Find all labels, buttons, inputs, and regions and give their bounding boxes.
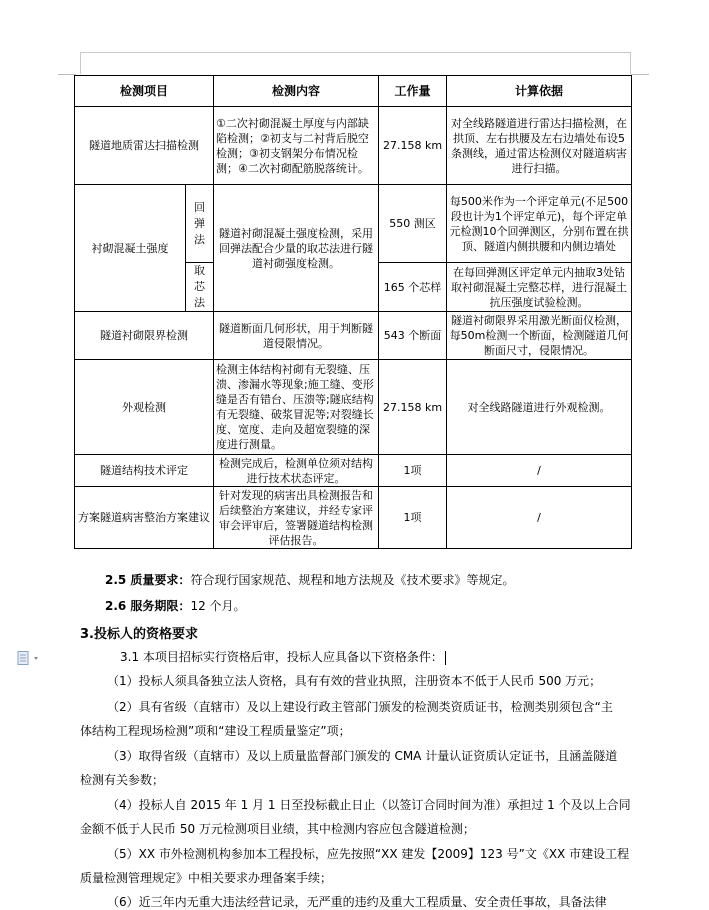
- row-basis: 每500米作为一个评定单元(不足500段也计为1个评定单元)，每个评定单元检测10个回弹测区，分别布置在拱顶、隧道内侧拱腰和内侧边墙处: [447, 185, 632, 263]
- header-item: 检测项目: [75, 76, 214, 107]
- row-method: [186, 185, 214, 263]
- paragraph-5-line1: （5）XX 市外检测机构参加本工程投标，应先按照“XX 建发【2009】123 号”文《XX 市建设工程: [107, 847, 630, 861]
- row-basis: /: [447, 455, 632, 487]
- paragraph-1: （1）投标人须具备独立法人资格，具有有效的营业执照，注册资本不低于人民币 500 万元；: [107, 674, 602, 688]
- table-row: [75, 107, 632, 185]
- header-basis: 计算依据: [447, 76, 632, 107]
- paragraph-2-line1: （2）具有省级（直辖市）及以上建设行政主管部门颁发的检测类资质证书，检测类别须包含“主: [107, 700, 613, 714]
- table-row: [75, 455, 632, 487]
- table-row: [75, 312, 632, 360]
- table-row: [75, 185, 632, 263]
- row-content: 检测主体结构衬砌有无裂缝、压溃、渗漏水等现象;施工缝、变形缝是否有错台、压溃等;隧底结构有无裂缝、破浆冒泥等;对裂缝长度、宽度、走向及超宽裂缝的深度进行测量。: [214, 360, 379, 455]
- row-item: 衬砌混凝土强度: [75, 185, 186, 312]
- paragraph-4-line2: 金额不低于人民币 50 万元检测项目业绩，其中检测内容应包含隧道检测；: [80, 822, 475, 836]
- paragraph-3-line1: （3）取得省级（直辖市）及以上质量监督部门颁发的 CMA 计量认证资质认定证书，且涵盖隧道: [107, 749, 618, 763]
- row-workload: 1项: [379, 455, 447, 487]
- row-content: 检测完成后，检测单位须对结构进行技术状态评定。: [214, 455, 379, 487]
- row-workload: 27.158 km: [379, 107, 447, 185]
- row-item: 隧道结构技术评定: [75, 455, 214, 487]
- row-content: ①二次衬砌混凝土厚度与内部缺陷检测；②初支与二衬背后脱空检测；③初支钢架分布情况检测；④二次衬砌配筋脱落统计。: [214, 107, 379, 185]
- paragraph-2-line2: 体结构工程现场检测”项和“建设工程质量鉴定”项；: [80, 724, 351, 738]
- row-method: [186, 263, 214, 312]
- row-basis: 对全线路隧道进行雷达扫描检测，在拱顶、左右拱腰及左右边墙处布设5条测线，通过雷达检测仪对隧道病害进行扫描。: [447, 107, 632, 185]
- row-content: 隧道衬砌混凝土强度检测，采用回弹法配合少量的取芯法进行隧道衬砌强度检测。: [214, 185, 379, 312]
- row-workload: 543 个断面: [379, 312, 447, 360]
- header-workload: 工作量: [379, 76, 447, 107]
- inspection-table: [74, 75, 632, 549]
- section-3-title: 3.投标人的资格要求: [80, 627, 198, 642]
- row-workload: 550 测区: [379, 185, 447, 263]
- row-workload: 165 个芯样: [379, 263, 447, 312]
- text-cursor: [445, 651, 446, 665]
- row-content: 针对发现的病害出具检测报告和后续整治方案建议，并经专家评审会评审后，签署隧道结构检测评估报告。: [214, 487, 379, 549]
- header-content: 检测内容: [214, 76, 379, 107]
- row-item: 隧道地质雷达扫描检测: [75, 107, 214, 185]
- row-basis: 对全线路隧道进行外观检测。: [447, 360, 632, 455]
- section-2-5-label: 2.5 质量要求：: [105, 573, 191, 587]
- table-row: [75, 360, 632, 455]
- paragraph-5-line2: 质量检测管理规定》中相关要求办理备案手续；: [80, 871, 333, 885]
- section-2-6-text: 12 个月。: [190, 599, 246, 613]
- page-header-area: [80, 52, 631, 74]
- paragraph-4-line1: （4）投标人自 2015 年 1 月 1 日至投标截止日止（以签订合同时间为准）承担过 1 个及以上合同: [107, 798, 631, 812]
- section-2-5: [105, 571, 514, 588]
- paragraph-3-1: [120, 648, 446, 665]
- section-2-5-text: 符合现行国家规范、规程和地方法规及《技术要求》等规定。: [190, 573, 515, 587]
- row-basis: 隧道衬砌限界采用激光断面仪检测，每50m检测一个断面，检测隧道几何断面尺寸，侵限情况。: [447, 312, 632, 360]
- paragraph-3-line2: 检测有关参数；: [80, 773, 165, 787]
- row-workload: 27.158 km: [379, 360, 447, 455]
- method-rebound: 回弹法: [194, 200, 205, 246]
- document-note-icon[interactable]: [17, 650, 31, 664]
- method-coring: 取芯法: [194, 264, 205, 309]
- row-item: 隧道衬砌限界检测: [75, 312, 214, 360]
- section-2-6-label: 2.6 服务期限：: [105, 599, 191, 613]
- section-2-6: [105, 597, 246, 614]
- row-item: 外观检测: [75, 360, 214, 455]
- row-workload: 1项: [379, 487, 447, 549]
- margin-mark-right: [631, 74, 649, 75]
- paragraph-6-line1: （6）近三年内无重大违法经营记录，无严重的违约及重大工程质量、安全责任事故，具备法律: [107, 895, 607, 909]
- row-basis: /: [447, 487, 632, 549]
- table-header-row: [75, 76, 632, 107]
- row-item: 方案隧道病害整治方案建议: [75, 487, 214, 549]
- table-row: [75, 487, 632, 549]
- row-basis: 在每回弹测区评定单元内抽取3处钻取衬砌混凝土完整芯样，进行混凝土抗压强度试验检测。: [447, 263, 632, 312]
- paragraph-3-1-text: 3.1 本项目招标实行资格后审，投标人应具备以下资格条件：: [120, 650, 443, 664]
- row-content: 隧道断面几何形状，用于判断隧道侵限情况。: [214, 312, 379, 360]
